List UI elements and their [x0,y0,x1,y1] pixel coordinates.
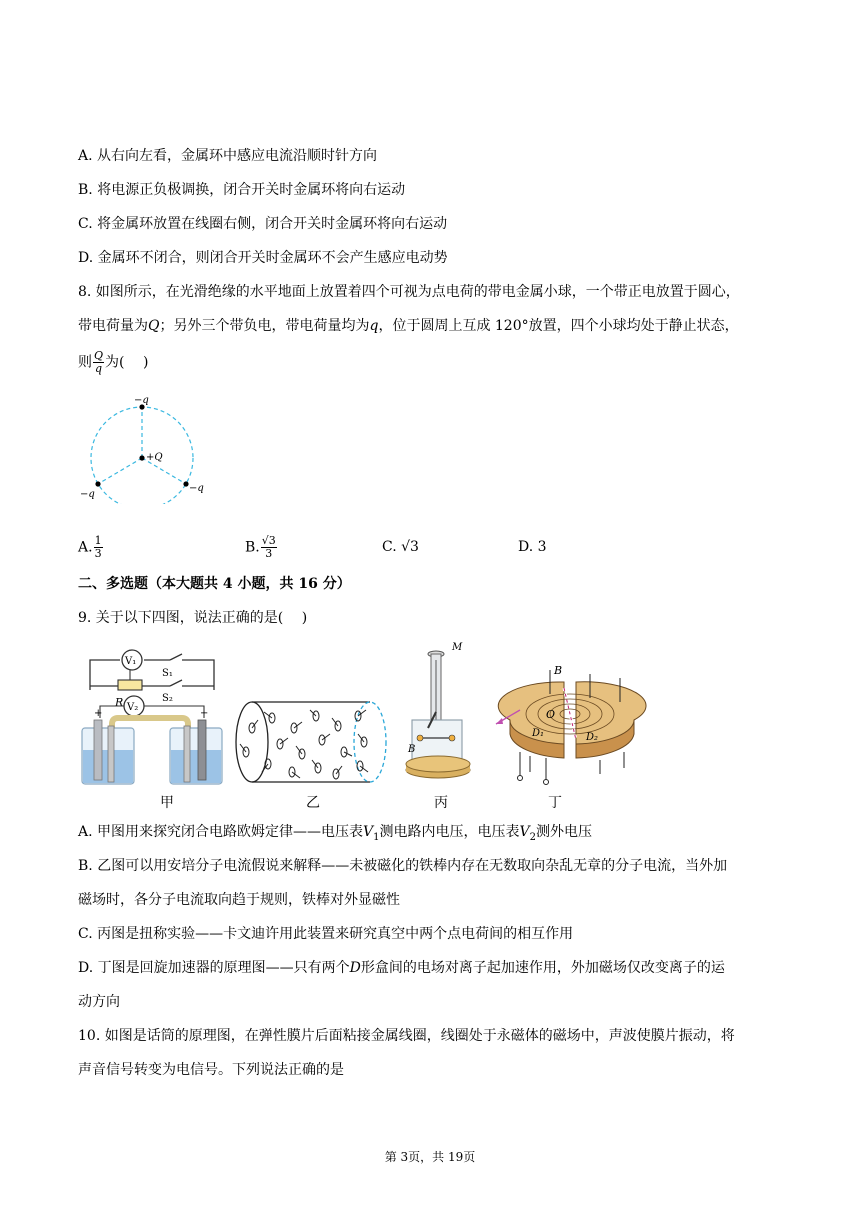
q9-figure-bing [402,640,482,788]
label-left: −q [80,489,95,500]
section-heading: 二、多选题（本大题共 4 小题，共 16 分） [78,576,351,592]
q8-option-d: D. 3 [518,539,547,555]
q7-option-d: D. 金属环不闭合，则闭合开关时金属环不会产生感应电动势 [78,250,448,266]
q7-option-b: B. 将电源正负极调换，闭合开关时金属环将向右运动 [78,182,406,198]
label-s1: S₁ [162,668,173,679]
q9-figure-yi [232,698,392,788]
q8-stem-line2: 带电荷量为Q；另外三个带负电，带电荷量均为q，位于圆周上互成 120°放置，四个小球均处于静止状态， [78,318,739,334]
q8-option-b: B. $\frac{√3}{3}$ [245,534,276,560]
label-r: R [115,696,124,709]
charge-left-dot [95,481,100,486]
q9-figure-ding [490,660,650,788]
label-v2: V₂ [127,702,139,713]
caption-jia: 甲 [160,795,174,811]
q9-option-d-line2: 动方向 [78,994,120,1010]
q10-stem-line1: 10. 如图是话筒的原理图，在弹性膜片后面粘接金属线圈，线圈处于永磁体的磁场中，声波使膜片振动，将 [78,1028,735,1044]
label-d2: D₂ [586,732,599,743]
label-o: O [546,708,556,721]
q9-option-b-line2: 磁场时，各分子电流取向趋于规则，铁棒对外显磁性 [78,892,400,908]
q9-stem: 9. 关于以下四图，说法正确的是( ) [78,610,308,626]
resistor-r [118,680,142,690]
label-top: −q [134,395,149,406]
label-b-torsion: B [408,744,416,755]
label-plus: + [94,708,103,719]
q8-charge-figure [76,392,216,504]
caption-bing: 丙 [434,795,448,811]
page-footer: 第 3页，共 19页 [384,1150,476,1164]
charge-right-dot [183,481,188,486]
q9-option-a: A. 甲图用来探究闭合电路欧姆定律——电压表$V_1$测电路内电压，电压表$V_2$测外电压 [78,824,593,843]
q8-fraction: $\frac{Q}{q}$ [94,349,104,375]
q7-option-a: A. 从右向左看，金属环中感应电流沿顺时针方向 [78,148,378,164]
label-right: −q [189,483,204,494]
q8-option-c: C. √3 [382,539,419,555]
label-m: M [452,642,463,653]
label-center: +Q [146,452,163,463]
q9-option-c: C. 丙图是扭称实验——卡文迪许用此装置来研究真空中两个点电荷间的相互作用 [78,926,574,942]
label-minus: − [200,708,209,719]
q8-stem-line1: 8. 如图所示，在光滑绝缘的水平地面上放置着四个可视为点电荷的带电金属小球，一个带正电放置于圆心， [78,284,740,300]
label-s2: S₂ [162,693,173,704]
label-v1: V₁ [125,656,137,667]
q10-stem-line2: 声音信号转变为电信号。下列说法正确的是 [78,1062,344,1078]
caption-yi: 乙 [306,795,320,811]
q9-option-d-line1: D. 丁图是回旋加速器的原理图——只有两个D形盒间的电场对离子起加速作用，外加磁场仅改变离子的运 [78,960,725,976]
q7-option-c: C. 将金属环放置在线圈右侧，闭合开关时金属环将向右运动 [78,216,448,232]
charge-center-dot [139,455,144,460]
q8-option-a: A. $\frac{1}{3}$ [78,534,102,560]
label-d1: D₁ [532,728,545,739]
caption-ding: 丁 [548,795,562,811]
q9-option-b-line1: B. 乙图可以用安培分子电流假说来解释——未被磁化的铁棒内存在无数取向杂乱无章的分子电流，当外加 [78,858,728,874]
q9-figure-jia [78,640,228,788]
q8-stem-line3: 则 $\frac{Q}{q}$ 为( ) [78,349,149,375]
label-b-cyclo: B [554,664,563,677]
